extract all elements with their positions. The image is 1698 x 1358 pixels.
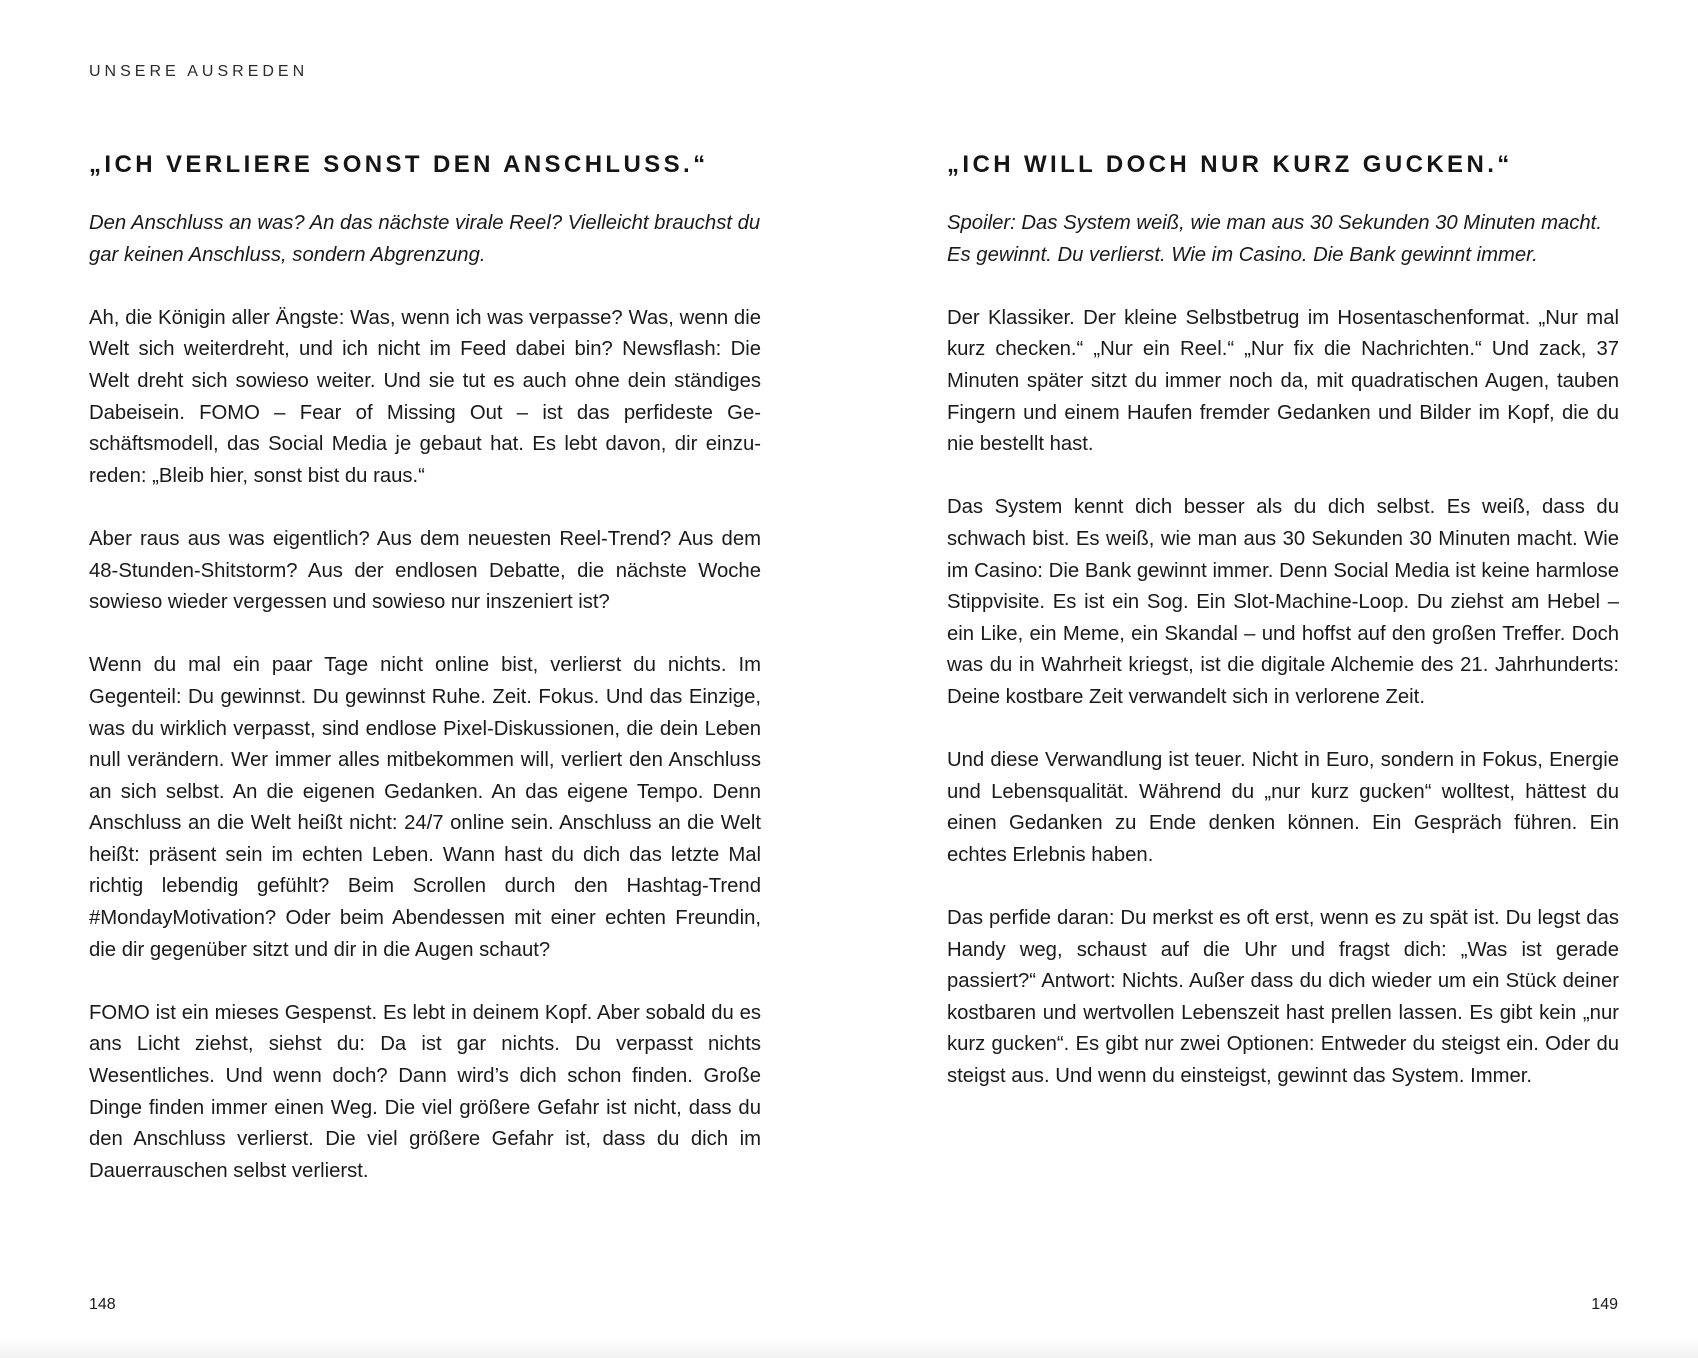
right-paragraph-1: Der Klassiker. Der kleine Selbstbetrug im Hosentaschenformat. „Nur mal kurz checken.“ „Nur ein Reel.“ „Nur fix die Nachrichten.“ Und zack, 37 Minuten später sitzt du immer noch da, mit quadratischen Augen, tauben Fingern und einem Haufen fremder Gedanken und Bilder im Kopf, die du nie bestellt hast. (947, 306, 1619, 456)
left-paragraph-2: Aber raus aus was eigentlich? Aus dem neuesten Reel-Trend? Aus dem 48-Stunden-Shitstorm? Aus der endlosen Debatte, die nächste Woche sowieso wieder vergessen und sowieso nur inszeniert ist? (89, 527, 761, 614)
left-paragraph-1: Ah, die Königin aller Ängste: Was, wenn ich was verpasse? Was, wenn die Welt sich weiterdreht, und ich nicht im Feed dabei bin? Newsflash: Die Welt dreht sich sowieso weiter. Und sie tut es auch ohne dein ständiges Dabeisein. FOMO – Fear of Missing Out – ist das perfideste Geschäftsmodell, das Social Media je gebaut hat. Es lebt davon, dir einzureden: „Bleib hier, sonst bist du raus.“ (89, 306, 761, 487)
right-paragraph-3: Und diese Verwandlung ist teuer. Nicht in Euro, sondern in Fokus, Energie und Lebensqualität. Während du „nur kurz gucken“ wolltest, hättest du einen Gedanken zu Ende denken können. Ein Gespräch führen. Ein echtes Erlebnis haben. (947, 749, 1619, 866)
right-page (947, 148, 1619, 1093)
left-page (89, 148, 761, 1187)
left-page-lead: Den Anschluss an was? An das nächste virale Reel? Vielleicht brauchst du gar keinen Anschluss, sondern Abgrenzung. (89, 212, 761, 266)
right-page-heading: „ICH WILL DOCH NUR KURZ GUCKEN.“ (947, 151, 1513, 178)
right-page-lead: Spoiler: Das System weiß, wie man aus 30 Sekunden 30 Minuten macht. Es gewinnt. Du verlierst. Wie im Casino. Die Bank gewinnt immer. (947, 212, 1602, 266)
running-head: UNSERE AUSREDEN (89, 63, 309, 80)
page-number-left: 148 (89, 1296, 116, 1313)
page-number-right: 149 (1591, 1296, 1618, 1313)
right-paragraph-4: Das perfide daran: Du merkst es oft erst, wenn es zu spät ist. Du legst das Handy weg, schaust auf die Uhr und fragst dich: „Was ist gerade passiert?“ Antwort: Nichts. Außer dass du dich wieder um ein Stück deiner kostbaren und wertvollen Lebenszeit hast prellen lassen. Es gibt kein „nur kurz gucken“. Es gibt nur zwei Optionen: Entweder du steigst ein. Oder du steigst aus. Und wenn du einsteigst, gewinnt das System. Immer. (947, 907, 1619, 1088)
right-paragraph-2: Das System kennt dich besser als du dich selbst. Es weiß, dass du schwach bist. Es weiß, wie man aus 30 Sekunden 30 Minuten macht. Wie im Casino: Die Bank gewinnt immer. Denn Social Media ist keine harmlose Stippvisite. Es ist ein Sog. Ein Slot-Machine-Loop. Du ziehst am Hebel – ein Like, ein Meme, ein Skandal – und hoffst auf den großen Treffer. Doch was du in Wahrheit kriegst, ist die digitale Alchemie des 21. Jahrhunderts: Deine kostbare Zeit verwandelt sich in verlorene Zeit. (947, 496, 1619, 708)
page-bottom-shadow (0, 1336, 1698, 1358)
left-paragraph-3: Wenn du mal ein paar Tage nicht online bist, verlierst du nichts. Im Gegenteil: Du gewinnst. Du gewinnst Ruhe. Zeit. Fokus. Und das Einzige, was du wirklich verpasst, sind endlose Pixel-Diskussionen, die dein Leben null verändern. Wer immer alles mitbekommen will, verliert den Anschluss an sich selbst. An die eigenen Gedanken. An das eigene Tempo. Denn Anschluss an die Welt heißt nicht: 24/7 online sein. Anschluss an die Welt heißt: präsent sein im echten Leben. Wann hast du dich das letzte Mal richtig lebendig gefühlt? Beim Scrollen durch den Hashtag-Trend #MondayMotivation? Oder beim Abendessen mit einer echten Freundin, die dir gegenüber sitzt und dir in die Augen schaut? (89, 654, 761, 961)
left-page-heading: „ICH VERLIERE SONST DEN ANSCHLUSS.“ (89, 151, 709, 178)
left-paragraph-4: FOMO ist ein mieses Gespenst. Es lebt in deinem Kopf. Aber sobald du es ans Licht ziehst, siehst du: Da ist gar nichts. Du verpasst nichts Wesentliches. Und wenn doch? Dann wird’s dich schon finden. Große Dinge finden immer einen Weg. Die viel größere Gefahr ist nicht, dass du den Anschluss verlierst. Die viel größere Gefahr ist, dass du dich im Dauerrauschen selbst verlierst. (89, 1001, 761, 1182)
